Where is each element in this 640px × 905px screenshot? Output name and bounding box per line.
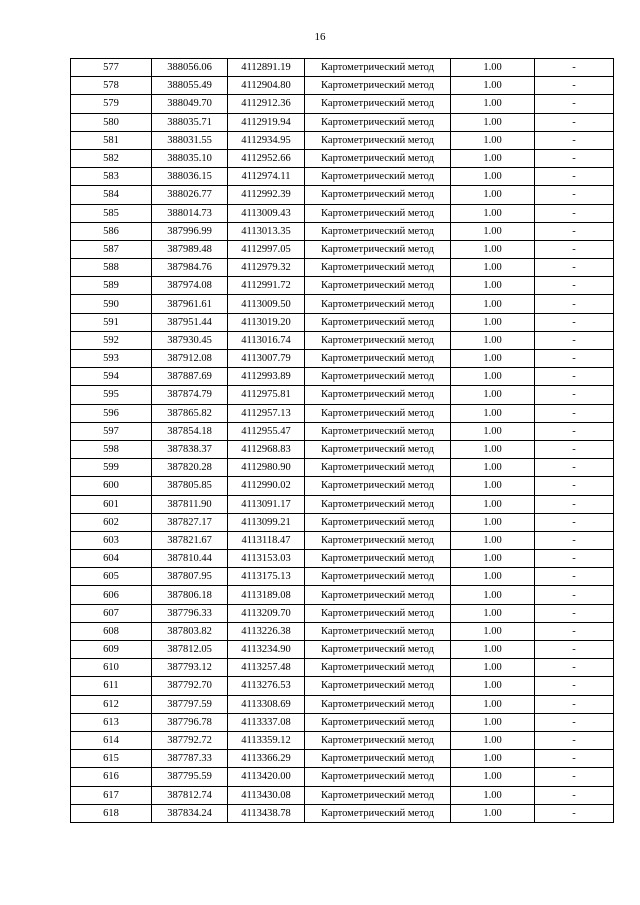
method-cell: Картометрический метод — [305, 731, 451, 749]
point-number-cell: 596 — [71, 404, 152, 422]
note-cell: - — [535, 713, 614, 731]
point-number-cell: 607 — [71, 604, 152, 622]
point-number-cell: 609 — [71, 641, 152, 659]
note-cell: - — [535, 313, 614, 331]
accuracy-cell: 1.00 — [451, 313, 535, 331]
accuracy-cell: 1.00 — [451, 495, 535, 513]
x-coordinate-cell: 388035.71 — [152, 113, 228, 131]
table-row — [71, 768, 614, 786]
accuracy-cell: 1.00 — [451, 186, 535, 204]
y-coordinate-cell: 4112919.94 — [228, 113, 305, 131]
table-row — [71, 95, 614, 113]
table-row — [71, 404, 614, 422]
note-cell: - — [535, 786, 614, 804]
method-cell: Картометрический метод — [305, 186, 451, 204]
x-coordinate-cell: 387820.28 — [152, 459, 228, 477]
table-row — [71, 240, 614, 258]
x-coordinate-cell: 387807.95 — [152, 568, 228, 586]
table-row — [71, 204, 614, 222]
page-number: 16 — [314, 31, 326, 43]
y-coordinate-cell: 4113007.79 — [228, 350, 305, 368]
table-row — [71, 713, 614, 731]
note-cell: - — [535, 168, 614, 186]
y-coordinate-cell: 4112912.36 — [228, 95, 305, 113]
y-coordinate-cell: 4113091.17 — [228, 495, 305, 513]
accuracy-cell: 1.00 — [451, 95, 535, 113]
x-coordinate-cell: 387989.48 — [152, 240, 228, 258]
accuracy-cell: 1.00 — [451, 204, 535, 222]
note-cell: - — [535, 404, 614, 422]
method-cell: Картометрический метод — [305, 622, 451, 640]
accuracy-cell: 1.00 — [451, 659, 535, 677]
y-coordinate-cell: 4113189.08 — [228, 586, 305, 604]
x-coordinate-cell: 387792.70 — [152, 677, 228, 695]
x-coordinate-cell: 387796.78 — [152, 713, 228, 731]
point-number-cell: 588 — [71, 259, 152, 277]
table-row — [71, 550, 614, 568]
method-cell: Картометрический метод — [305, 568, 451, 586]
accuracy-cell: 1.00 — [451, 386, 535, 404]
note-cell: - — [535, 240, 614, 258]
y-coordinate-cell: 4113234.90 — [228, 641, 305, 659]
point-number-cell: 581 — [71, 131, 152, 149]
point-number-cell: 589 — [71, 277, 152, 295]
method-cell: Картометрический метод — [305, 259, 451, 277]
point-number-cell: 597 — [71, 422, 152, 440]
note-cell: - — [535, 677, 614, 695]
accuracy-cell: 1.00 — [451, 677, 535, 695]
table-row — [71, 440, 614, 458]
method-cell: Картометрический метод — [305, 313, 451, 331]
method-cell: Картометрический метод — [305, 331, 451, 349]
table-row — [71, 149, 614, 167]
accuracy-cell: 1.00 — [451, 804, 535, 822]
accuracy-cell: 1.00 — [451, 240, 535, 258]
point-number-cell: 610 — [71, 659, 152, 677]
note-cell: - — [535, 531, 614, 549]
x-coordinate-cell: 387827.17 — [152, 513, 228, 531]
x-coordinate-cell: 388026.77 — [152, 186, 228, 204]
table-row — [71, 113, 614, 131]
accuracy-cell: 1.00 — [451, 222, 535, 240]
point-number-cell: 586 — [71, 222, 152, 240]
point-number-cell: 611 — [71, 677, 152, 695]
table-row — [71, 568, 614, 586]
y-coordinate-cell: 4112979.32 — [228, 259, 305, 277]
note-cell: - — [535, 495, 614, 513]
coordinates-table — [70, 58, 614, 823]
accuracy-cell: 1.00 — [451, 550, 535, 568]
y-coordinate-cell: 4113019.20 — [228, 313, 305, 331]
x-coordinate-cell: 387854.18 — [152, 422, 228, 440]
method-cell: Картометрический метод — [305, 586, 451, 604]
y-coordinate-cell: 4113009.50 — [228, 295, 305, 313]
table-row — [71, 295, 614, 313]
accuracy-cell: 1.00 — [451, 77, 535, 95]
x-coordinate-cell: 387811.90 — [152, 495, 228, 513]
table-row — [71, 459, 614, 477]
x-coordinate-cell: 388056.06 — [152, 59, 228, 77]
x-coordinate-cell: 387984.76 — [152, 259, 228, 277]
method-cell: Картометрический метод — [305, 59, 451, 77]
y-coordinate-cell: 4112891.19 — [228, 59, 305, 77]
note-cell: - — [535, 222, 614, 240]
table-row — [71, 513, 614, 531]
accuracy-cell: 1.00 — [451, 477, 535, 495]
accuracy-cell: 1.00 — [451, 440, 535, 458]
method-cell: Картометрический метод — [305, 386, 451, 404]
point-number-cell: 614 — [71, 731, 152, 749]
y-coordinate-cell: 4113430.08 — [228, 786, 305, 804]
accuracy-cell: 1.00 — [451, 731, 535, 749]
x-coordinate-cell: 387797.59 — [152, 695, 228, 713]
point-number-cell: 582 — [71, 149, 152, 167]
accuracy-cell: 1.00 — [451, 622, 535, 640]
method-cell: Картометрический метод — [305, 422, 451, 440]
y-coordinate-cell: 4113226.38 — [228, 622, 305, 640]
point-number-cell: 612 — [71, 695, 152, 713]
y-coordinate-cell: 4113013.35 — [228, 222, 305, 240]
table-row — [71, 659, 614, 677]
coordinates-table-body — [71, 59, 614, 823]
table-row — [71, 786, 614, 804]
y-coordinate-cell: 4112991.72 — [228, 277, 305, 295]
method-cell: Картометрический метод — [305, 659, 451, 677]
accuracy-cell: 1.00 — [451, 113, 535, 131]
note-cell: - — [535, 95, 614, 113]
y-coordinate-cell: 4112975.81 — [228, 386, 305, 404]
x-coordinate-cell: 387803.82 — [152, 622, 228, 640]
x-coordinate-cell: 387951.44 — [152, 313, 228, 331]
x-coordinate-cell: 387865.82 — [152, 404, 228, 422]
accuracy-cell: 1.00 — [451, 404, 535, 422]
method-cell: Картометрический метод — [305, 204, 451, 222]
method-cell: Картометрический метод — [305, 440, 451, 458]
y-coordinate-cell: 4113209.70 — [228, 604, 305, 622]
point-number-cell: 601 — [71, 495, 152, 513]
y-coordinate-cell: 4112974.11 — [228, 168, 305, 186]
y-coordinate-cell: 4113257.48 — [228, 659, 305, 677]
method-cell: Картометрический метод — [305, 368, 451, 386]
point-number-cell: 615 — [71, 750, 152, 768]
y-coordinate-cell: 4112968.83 — [228, 440, 305, 458]
x-coordinate-cell: 387930.45 — [152, 331, 228, 349]
y-coordinate-cell: 4112993.89 — [228, 368, 305, 386]
note-cell: - — [535, 350, 614, 368]
point-number-cell: 592 — [71, 331, 152, 349]
point-number-cell: 599 — [71, 459, 152, 477]
x-coordinate-cell: 387795.59 — [152, 768, 228, 786]
x-coordinate-cell: 387812.05 — [152, 641, 228, 659]
x-coordinate-cell: 387887.69 — [152, 368, 228, 386]
x-coordinate-cell: 387974.08 — [152, 277, 228, 295]
note-cell: - — [535, 113, 614, 131]
x-coordinate-cell: 388031.55 — [152, 131, 228, 149]
point-number-cell: 598 — [71, 440, 152, 458]
table-row — [71, 695, 614, 713]
table-row — [71, 477, 614, 495]
x-coordinate-cell: 388055.49 — [152, 77, 228, 95]
y-coordinate-cell: 4113118.47 — [228, 531, 305, 549]
point-number-cell: 606 — [71, 586, 152, 604]
point-number-cell: 585 — [71, 204, 152, 222]
x-coordinate-cell: 387996.99 — [152, 222, 228, 240]
y-coordinate-cell: 4112952.66 — [228, 149, 305, 167]
x-coordinate-cell: 387912.08 — [152, 350, 228, 368]
method-cell: Картометрический метод — [305, 277, 451, 295]
note-cell: - — [535, 804, 614, 822]
note-cell: - — [535, 186, 614, 204]
accuracy-cell: 1.00 — [451, 277, 535, 295]
y-coordinate-cell: 4113420.00 — [228, 768, 305, 786]
y-coordinate-cell: 4113009.43 — [228, 204, 305, 222]
accuracy-cell: 1.00 — [451, 513, 535, 531]
x-coordinate-cell: 387812.74 — [152, 786, 228, 804]
table-row — [71, 59, 614, 77]
y-coordinate-cell: 4113308.69 — [228, 695, 305, 713]
table-row — [71, 622, 614, 640]
x-coordinate-cell: 387787.33 — [152, 750, 228, 768]
x-coordinate-cell: 387792.72 — [152, 731, 228, 749]
note-cell: - — [535, 440, 614, 458]
note-cell: - — [535, 77, 614, 95]
point-number-cell: 577 — [71, 59, 152, 77]
x-coordinate-cell: 387796.33 — [152, 604, 228, 622]
table-row — [71, 77, 614, 95]
point-number-cell: 602 — [71, 513, 152, 531]
table-row — [71, 495, 614, 513]
y-coordinate-cell: 4112997.05 — [228, 240, 305, 258]
note-cell: - — [535, 604, 614, 622]
y-coordinate-cell: 4113337.08 — [228, 713, 305, 731]
accuracy-cell: 1.00 — [451, 713, 535, 731]
method-cell: Картометрический метод — [305, 713, 451, 731]
accuracy-cell: 1.00 — [451, 531, 535, 549]
table-row — [71, 386, 614, 404]
x-coordinate-cell: 387821.67 — [152, 531, 228, 549]
point-number-cell: 617 — [71, 786, 152, 804]
table-row — [71, 731, 614, 749]
method-cell: Картометрический метод — [305, 804, 451, 822]
accuracy-cell: 1.00 — [451, 422, 535, 440]
table-row — [71, 368, 614, 386]
note-cell: - — [535, 513, 614, 531]
accuracy-cell: 1.00 — [451, 259, 535, 277]
x-coordinate-cell: 387834.24 — [152, 804, 228, 822]
table-row — [71, 186, 614, 204]
point-number-cell: 618 — [71, 804, 152, 822]
note-cell: - — [535, 477, 614, 495]
point-number-cell: 603 — [71, 531, 152, 549]
table-row — [71, 531, 614, 549]
point-number-cell: 616 — [71, 768, 152, 786]
y-coordinate-cell: 4112992.39 — [228, 186, 305, 204]
note-cell: - — [535, 750, 614, 768]
method-cell: Картометрический метод — [305, 240, 451, 258]
note-cell: - — [535, 149, 614, 167]
x-coordinate-cell: 387874.79 — [152, 386, 228, 404]
point-number-cell: 604 — [71, 550, 152, 568]
y-coordinate-cell: 4112904.80 — [228, 77, 305, 95]
y-coordinate-cell: 4113175.13 — [228, 568, 305, 586]
table-row — [71, 131, 614, 149]
y-coordinate-cell: 4113016.74 — [228, 331, 305, 349]
accuracy-cell: 1.00 — [451, 459, 535, 477]
note-cell: - — [535, 331, 614, 349]
x-coordinate-cell: 387810.44 — [152, 550, 228, 568]
table-row — [71, 677, 614, 695]
note-cell: - — [535, 695, 614, 713]
note-cell: - — [535, 295, 614, 313]
table-row — [71, 604, 614, 622]
point-number-cell: 594 — [71, 368, 152, 386]
method-cell: Картометрический метод — [305, 77, 451, 95]
method-cell: Картометрический метод — [305, 477, 451, 495]
table-row — [71, 422, 614, 440]
method-cell: Картометрический метод — [305, 404, 451, 422]
accuracy-cell: 1.00 — [451, 368, 535, 386]
accuracy-cell: 1.00 — [451, 131, 535, 149]
x-coordinate-cell: 387838.37 — [152, 440, 228, 458]
point-number-cell: 591 — [71, 313, 152, 331]
x-coordinate-cell: 387806.18 — [152, 586, 228, 604]
note-cell: - — [535, 59, 614, 77]
note-cell: - — [535, 731, 614, 749]
point-number-cell: 593 — [71, 350, 152, 368]
y-coordinate-cell: 4112955.47 — [228, 422, 305, 440]
note-cell: - — [535, 422, 614, 440]
point-number-cell: 608 — [71, 622, 152, 640]
note-cell: - — [535, 586, 614, 604]
y-coordinate-cell: 4113366.29 — [228, 750, 305, 768]
method-cell: Картометрический метод — [305, 531, 451, 549]
accuracy-cell: 1.00 — [451, 641, 535, 659]
y-coordinate-cell: 4112934.95 — [228, 131, 305, 149]
point-number-cell: 587 — [71, 240, 152, 258]
accuracy-cell: 1.00 — [451, 350, 535, 368]
table-row — [71, 277, 614, 295]
point-number-cell: 590 — [71, 295, 152, 313]
point-number-cell: 613 — [71, 713, 152, 731]
method-cell: Картометрический метод — [305, 113, 451, 131]
method-cell: Картометрический метод — [305, 131, 451, 149]
note-cell: - — [535, 459, 614, 477]
y-coordinate-cell: 4112957.13 — [228, 404, 305, 422]
note-cell: - — [535, 568, 614, 586]
table-row — [71, 586, 614, 604]
point-number-cell: 579 — [71, 95, 152, 113]
note-cell: - — [535, 622, 614, 640]
x-coordinate-cell: 388014.73 — [152, 204, 228, 222]
accuracy-cell: 1.00 — [451, 568, 535, 586]
method-cell: Картометрический метод — [305, 149, 451, 167]
accuracy-cell: 1.00 — [451, 149, 535, 167]
table-row — [71, 804, 614, 822]
method-cell: Картометрический метод — [305, 222, 451, 240]
table-row — [71, 350, 614, 368]
method-cell: Картометрический метод — [305, 459, 451, 477]
method-cell: Картометрический метод — [305, 677, 451, 695]
y-coordinate-cell: 4113438.78 — [228, 804, 305, 822]
table-row — [71, 259, 614, 277]
x-coordinate-cell: 387805.85 — [152, 477, 228, 495]
x-coordinate-cell: 387793.12 — [152, 659, 228, 677]
accuracy-cell: 1.00 — [451, 604, 535, 622]
point-number-cell: 595 — [71, 386, 152, 404]
x-coordinate-cell: 388049.70 — [152, 95, 228, 113]
point-number-cell: 578 — [71, 77, 152, 95]
note-cell: - — [535, 659, 614, 677]
table-row — [71, 168, 614, 186]
table-row — [71, 313, 614, 331]
method-cell: Картометрический метод — [305, 695, 451, 713]
x-coordinate-cell: 388036.15 — [152, 168, 228, 186]
note-cell: - — [535, 386, 614, 404]
point-number-cell: 600 — [71, 477, 152, 495]
note-cell: - — [535, 131, 614, 149]
x-coordinate-cell: 388035.10 — [152, 149, 228, 167]
accuracy-cell: 1.00 — [451, 695, 535, 713]
table-row — [71, 222, 614, 240]
x-coordinate-cell: 387961.61 — [152, 295, 228, 313]
note-cell: - — [535, 277, 614, 295]
point-number-cell: 580 — [71, 113, 152, 131]
note-cell: - — [535, 550, 614, 568]
accuracy-cell: 1.00 — [451, 750, 535, 768]
method-cell: Картометрический метод — [305, 495, 451, 513]
note-cell: - — [535, 204, 614, 222]
table-row — [71, 641, 614, 659]
y-coordinate-cell: 4113276.53 — [228, 677, 305, 695]
method-cell: Картометрический метод — [305, 604, 451, 622]
method-cell: Картометрический метод — [305, 513, 451, 531]
accuracy-cell: 1.00 — [451, 786, 535, 804]
method-cell: Картометрический метод — [305, 350, 451, 368]
y-coordinate-cell: 4112980.90 — [228, 459, 305, 477]
method-cell: Картометрический метод — [305, 550, 451, 568]
accuracy-cell: 1.00 — [451, 59, 535, 77]
point-number-cell: 584 — [71, 186, 152, 204]
accuracy-cell: 1.00 — [451, 768, 535, 786]
table-row — [71, 331, 614, 349]
accuracy-cell: 1.00 — [451, 331, 535, 349]
y-coordinate-cell: 4112990.02 — [228, 477, 305, 495]
y-coordinate-cell: 4113153.03 — [228, 550, 305, 568]
method-cell: Картометрический метод — [305, 786, 451, 804]
method-cell: Картометрический метод — [305, 750, 451, 768]
note-cell: - — [535, 768, 614, 786]
accuracy-cell: 1.00 — [451, 586, 535, 604]
note-cell: - — [535, 259, 614, 277]
y-coordinate-cell: 4113359.12 — [228, 731, 305, 749]
accuracy-cell: 1.00 — [451, 295, 535, 313]
point-number-cell: 583 — [71, 168, 152, 186]
table-row — [71, 750, 614, 768]
note-cell: - — [535, 641, 614, 659]
method-cell: Картометрический метод — [305, 768, 451, 786]
method-cell: Картометрический метод — [305, 168, 451, 186]
accuracy-cell: 1.00 — [451, 168, 535, 186]
method-cell: Картометрический метод — [305, 95, 451, 113]
y-coordinate-cell: 4113099.21 — [228, 513, 305, 531]
note-cell: - — [535, 368, 614, 386]
method-cell: Картометрический метод — [305, 295, 451, 313]
point-number-cell: 605 — [71, 568, 152, 586]
method-cell: Картометрический метод — [305, 641, 451, 659]
